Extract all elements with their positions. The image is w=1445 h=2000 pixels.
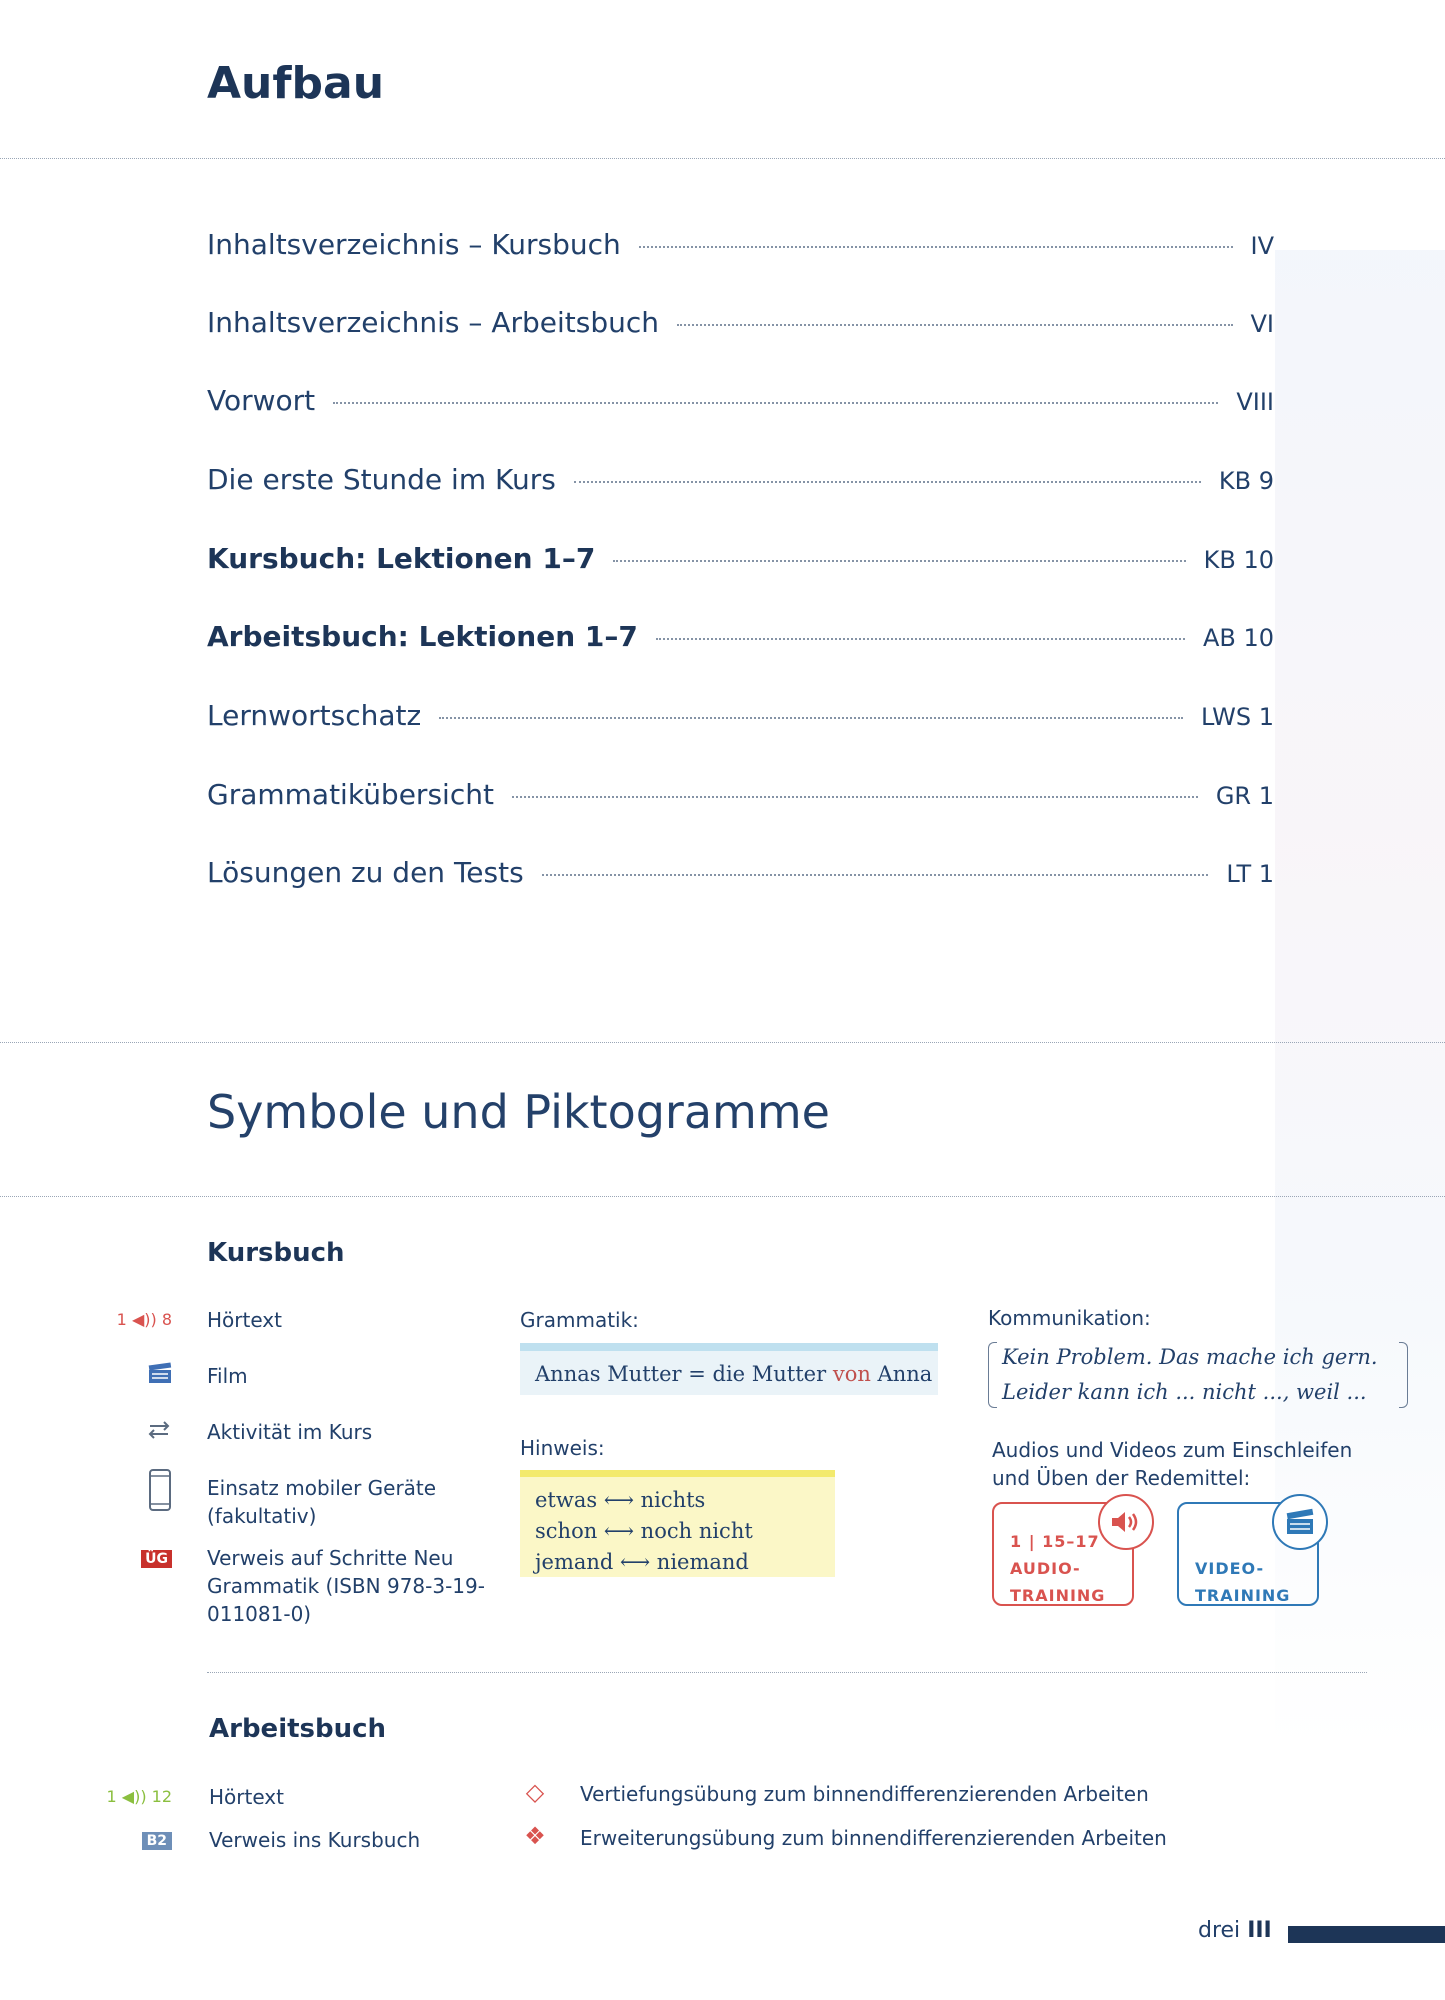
grammar-text: Anna: [870, 1362, 933, 1386]
toc-leader: [542, 874, 1209, 876]
toc-page: KB 9: [1218, 467, 1274, 495]
speaker-icon: [1098, 1494, 1154, 1550]
toc-entry[interactable]: [207, 384, 1274, 417]
audio-training-label: AUDIO-: [1010, 1559, 1081, 1578]
subheading-kursbuch: Kursbuch: [207, 1238, 345, 1268]
toc-page: LT 1: [1226, 860, 1274, 888]
toc-label: Lösungen zu den Tests: [207, 856, 524, 889]
communication-note: Audios und Videos zum Einschleifen und Üben der Redemittel:: [992, 1438, 1353, 1490]
toc-label: Kursbuch: Lektionen 1–7: [207, 542, 596, 575]
audio-track-icon: 1 ◀)) 12: [106, 1787, 172, 1806]
toc-label: Arbeitsbuch: Lektionen 1–7: [207, 620, 638, 653]
page-title: Aufbau: [207, 58, 385, 109]
toc-leader: [574, 481, 1201, 483]
section-title-symbols: Symbole und Piktogramme: [207, 1085, 830, 1139]
legend-label: Hörtext: [207, 1308, 282, 1332]
divider: [207, 1672, 1367, 1673]
toc-label: Lernwortschatz: [207, 699, 422, 732]
grammar-title: Grammatik:: [520, 1308, 639, 1332]
mobile-phone-icon: [102, 1468, 172, 1512]
toc-entry[interactable]: [207, 306, 1274, 339]
toc-leader: [639, 246, 1233, 248]
toc-label: Grammatikübersicht: [207, 778, 494, 811]
diamond-filled-icon: ❖: [524, 1822, 546, 1850]
legend-label: Einsatz mobiler Geräte (fakultativ): [207, 1476, 437, 1528]
divider: [0, 1042, 1445, 1043]
audio-training-label: TRAINING: [1010, 1586, 1106, 1605]
hint-line: schon ⟷ noch nicht: [535, 1519, 753, 1543]
toc-leader: [677, 324, 1233, 326]
page-number-word: drei: [1198, 1918, 1241, 1943]
toc-entry[interactable]: [207, 228, 1274, 261]
communication-line: Kein Problem. Das mache ich gern.: [1002, 1345, 1378, 1369]
toc-label: Die erste Stunde im Kurs: [207, 463, 556, 496]
page-number: [1198, 1918, 1272, 1943]
communication-line: Leider kann ich ... nicht ..., weil ...: [1002, 1380, 1367, 1404]
grammar-highlight: von: [832, 1362, 871, 1386]
hint-line: etwas ⟷ nichts: [535, 1488, 706, 1512]
film-icon: [102, 1362, 172, 1384]
exercise-label: Vertiefungsübung zum binnendifferenzierenden Arbeiten: [580, 1782, 1149, 1806]
legend-label: Verweis ins Kursbuch: [209, 1828, 421, 1852]
toc-entry[interactable]: [207, 463, 1274, 496]
hint-box: [520, 1470, 835, 1577]
toc-leader: [333, 402, 1218, 404]
toc-leader: [439, 717, 1183, 719]
legend-label: Film: [207, 1364, 248, 1388]
legend-label: Verweis auf Schritte Neu Grammatik (ISBN 978-3-19-011081-0): [207, 1546, 485, 1626]
toc-entry[interactable]: [207, 620, 1274, 653]
toc-entry[interactable]: [207, 856, 1274, 889]
toc-entry[interactable]: [207, 778, 1274, 811]
toc-leader: [656, 638, 1185, 640]
toc-leader: [512, 796, 1198, 798]
toc-page: VI: [1250, 310, 1274, 338]
subheading-arbeitsbuch: Arbeitsbuch: [209, 1714, 387, 1744]
audio-track-number: 1 | 15–17: [1010, 1532, 1100, 1551]
hint-title: Hinweis:: [520, 1436, 605, 1460]
grammar-text: Annas Mutter = die Mutter: [535, 1362, 833, 1386]
toc-leader: [613, 560, 1185, 562]
grammar-example-box: [520, 1343, 938, 1395]
toc-entry[interactable]: [207, 699, 1274, 732]
bracket-left: [988, 1342, 997, 1408]
toc-page: GR 1: [1215, 782, 1274, 810]
toc-label: Vorwort: [207, 384, 316, 417]
film-icon: [1272, 1494, 1328, 1550]
table-of-contents: [207, 0, 1274, 900]
exercise-label: Erweiterungsübung zum binnendifferenzierenden Arbeiten: [580, 1826, 1167, 1850]
video-training-label: VIDEO-: [1195, 1559, 1265, 1578]
communication-title: Kommunikation:: [988, 1306, 1151, 1330]
toc-page: LWS 1: [1200, 703, 1274, 731]
toc-page: IV: [1250, 232, 1274, 260]
toc-entry[interactable]: [207, 542, 1274, 575]
bracket-right: [1399, 1342, 1408, 1408]
video-training-label: TRAINING: [1195, 1586, 1291, 1605]
legend-label: Hörtext: [209, 1785, 284, 1809]
toc-label: Inhaltsverzeichnis – Arbeitsbuch: [207, 306, 659, 339]
activity-arrows-icon: [102, 1420, 172, 1440]
divider: [0, 1196, 1445, 1197]
toc-page: VIII: [1236, 388, 1274, 416]
hint-line: jemand ⟷ niemand: [535, 1550, 749, 1574]
b2-badge-icon: B2: [102, 1830, 172, 1850]
communication-box: [988, 1340, 1384, 1410]
audio-track-icon: 1 ◀)) 8: [116, 1310, 172, 1329]
toc-page: AB 10: [1202, 624, 1274, 652]
page-number-numeral: III: [1247, 1918, 1272, 1943]
legend-label: Aktivität im Kurs: [207, 1420, 373, 1444]
diamond-outline-icon: ◇: [525, 1778, 545, 1806]
ug-badge-icon: ÜG: [102, 1548, 172, 1568]
toc-page: KB 10: [1203, 546, 1274, 574]
footer-bar: [1288, 1926, 1445, 1943]
toc-label: Inhaltsverzeichnis – Kursbuch: [207, 228, 621, 261]
